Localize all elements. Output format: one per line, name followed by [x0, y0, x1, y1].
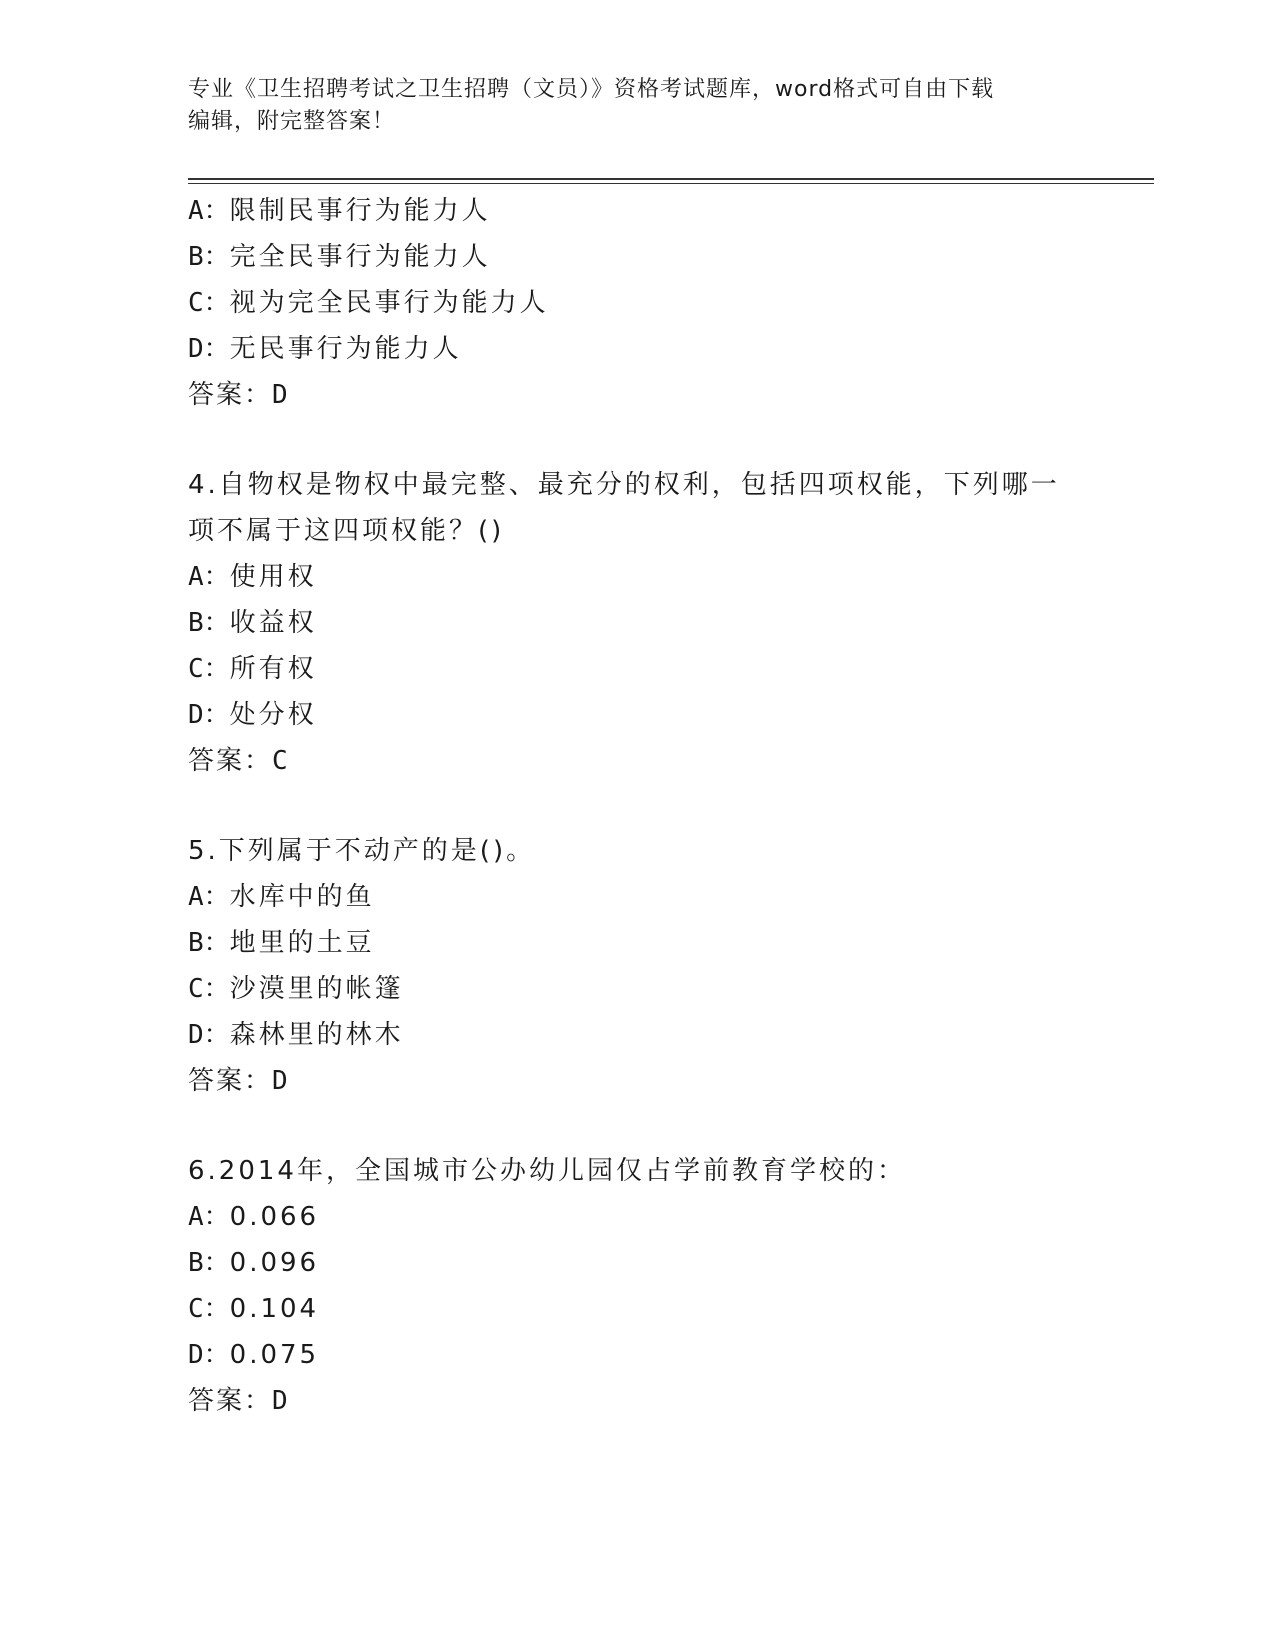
option-a: A：水库中的鱼: [188, 882, 375, 912]
question-block-5: [188, 828, 1148, 1104]
option-b: B：0.096: [188, 1248, 320, 1278]
header-divider-thick: [188, 178, 1154, 180]
question-block-4: [188, 462, 1148, 784]
question-stem-line-2: 项不属于这四项权能？(): [188, 516, 505, 546]
header-line-2: 编辑，附完整答案！: [188, 109, 396, 134]
option-b: B：完全民事行为能力人: [188, 242, 491, 272]
question-block-6: [188, 1148, 1148, 1424]
question-block-3: [188, 188, 1148, 418]
question-stem-line-1: 4.自物权是物权中最完整、最充分的权利，包括四项权能，下列哪一: [188, 470, 1060, 500]
option-b: B：收益权: [188, 608, 317, 638]
answer-line: 答案：D: [188, 380, 290, 410]
option-a: A：限制民事行为能力人: [188, 196, 491, 226]
header-divider-thin: [188, 183, 1154, 184]
answer-line: 答案：D: [188, 1066, 290, 1096]
option-a: A：0.066: [188, 1202, 320, 1232]
option-d: D：无民事行为能力人: [188, 334, 462, 364]
answer-line: 答案：D: [188, 1386, 290, 1416]
question-stem-line-1: 5.下列属于不动产的是()。: [188, 836, 536, 866]
option-b: B：地里的土豆: [188, 928, 375, 958]
header-line-1: 专业《卫生招聘考试之卫生招聘（文员）》资格考试题库，word格式可自由下载: [188, 77, 995, 102]
option-d: D：处分权: [188, 700, 317, 730]
option-c: C：所有权: [188, 654, 317, 684]
document-header: [188, 74, 1088, 138]
option-d: D：0.075: [188, 1340, 320, 1370]
option-c: C：0.104: [188, 1294, 320, 1324]
option-c: C：沙漠里的帐篷: [188, 974, 404, 1004]
question-list: [188, 188, 1148, 1468]
option-d: D：森林里的林木: [188, 1020, 404, 1050]
option-c: C：视为完全民事行为能力人: [188, 288, 549, 318]
answer-line: 答案：C: [188, 746, 290, 776]
question-stem-line-1: 6.2014年，全国城市公办幼儿园仅占学前教育学校的：: [188, 1156, 906, 1186]
option-a: A：使用权: [188, 562, 317, 592]
